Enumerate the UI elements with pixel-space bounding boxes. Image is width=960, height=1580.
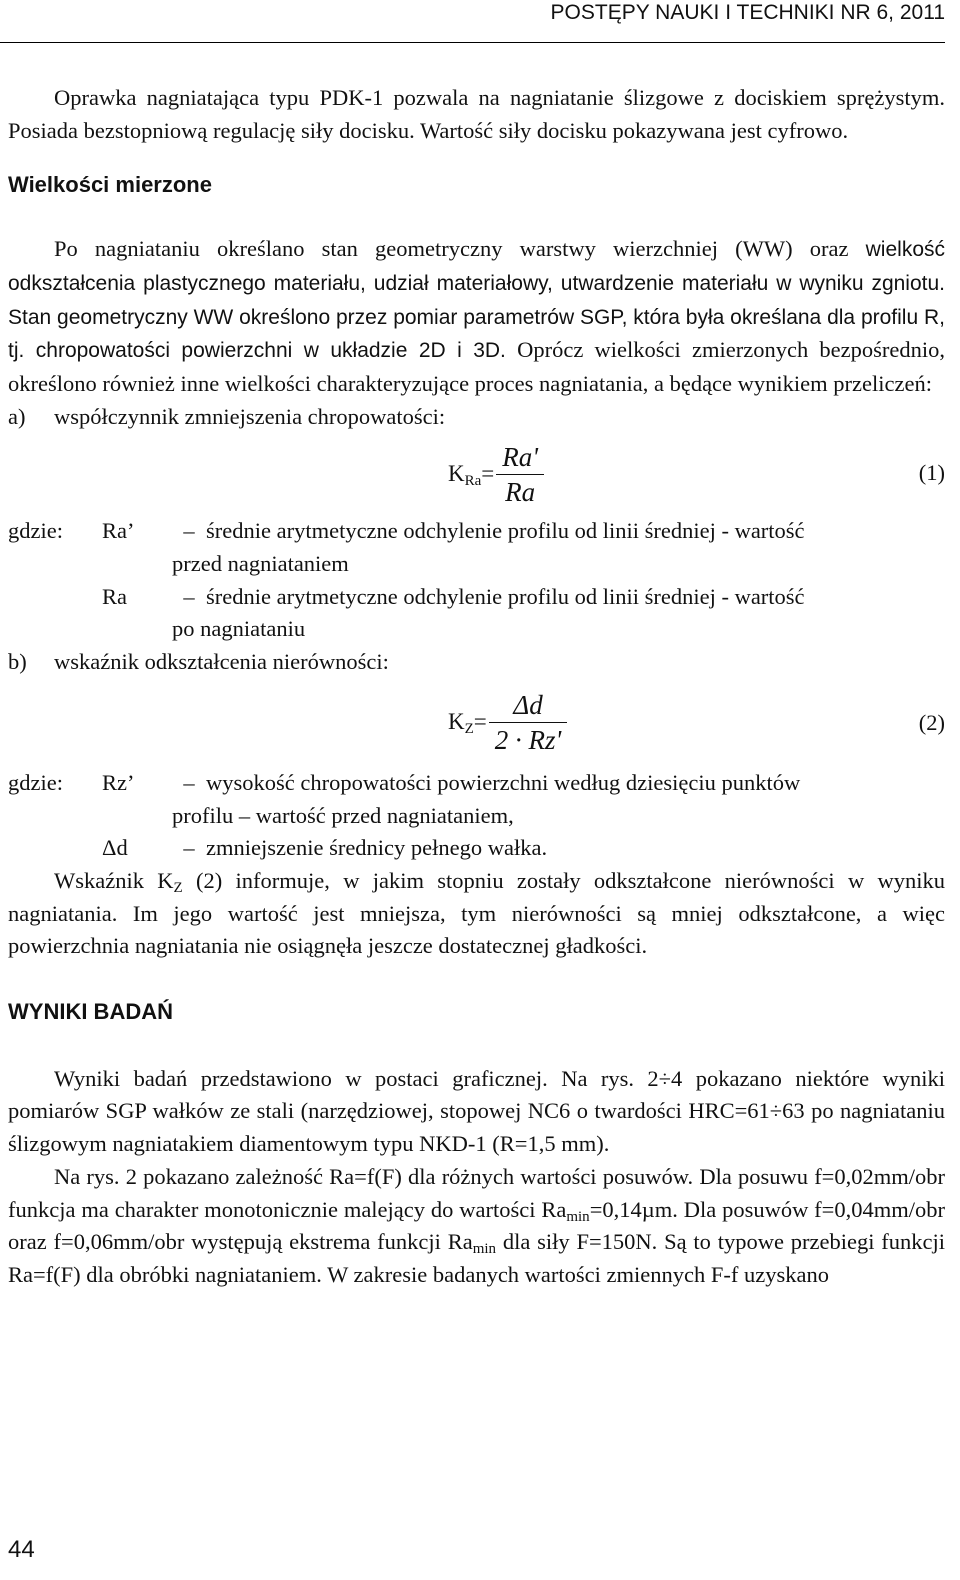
term-definition: wysokość chropowatości powierzchni według dziesięciu punktów [206,769,801,795]
term-symbol: Ra’ [102,518,135,544]
page-number: 44 [8,1536,35,1563]
fraction [496,440,544,509]
term-dash: – [183,583,195,609]
definition-delta-d [102,832,945,865]
list-marker: a) [8,403,26,429]
term-dash: – [183,835,195,861]
definition-rz-prime [102,767,945,800]
term-dash: – [183,769,195,795]
paragraph-run-serif: Po nagniataniu określano stan geometryczny warstwy wierzchniej (WW) oraz [54,236,849,262]
equation-body [448,679,567,767]
list-item-b [8,646,945,679]
term-symbol: Rz’ [102,769,135,795]
numerator: Δd [513,690,543,721]
list-text: wskaźnik odkształcenia nierówności: [54,649,389,675]
term-dash: – [183,518,195,544]
definition-ra [102,581,945,614]
term-symbol: Ra [102,583,127,609]
equation-body [448,433,544,515]
numerator: Ra' [502,441,539,472]
equals-sign: = [473,709,487,735]
intro-paragraph: Oprawka nagniatająca typu PDK-1 pozwala na nagniatanie ślizgowe z dociskiem sprężystym. Posiada bezstopniową regulację siły docisku. Wartość siły docisku pokazywana jest cyfrowo. [8,85,945,143]
list-text: współczynnik zmniejszenia chropowatości: [54,403,446,429]
term-definition-continued: profilu – wartość przed nagniataniem, [172,802,514,828]
section-heading-wielkosci: Wielkości mierzone [8,172,212,198]
term-definition-continued: przed nagniataniem [172,551,349,577]
term-symbol: Δd [102,835,128,861]
term-definition: średnie arytmetyczne odchylenie profilu od linii średniej - wartość [206,583,805,609]
denominator: Ra [505,476,536,507]
term-definition: zmniejszenie średnicy pełnego wałka. [206,835,548,861]
measured-quantities-paragraph [8,233,945,401]
where-definitions [102,767,945,865]
results-paragraph-1: Wyniki badań przedstawiono w postaci graficznej. Na rys. 2÷4 pokazano niektóre wyniki pomiarów SGP wałków ze stali (narzędziowej, stopowej NC6 o twardości HRC=61÷63 po nagniataniu ślizgowym nagniatakiem diamentowym typu NKD-1 (R=1,5 mm). [8,1065,945,1157]
list-marker: b) [8,649,27,675]
section-heading-wyniki: WYNIKI BADAŃ [8,999,173,1025]
equation-number: (1) [918,460,945,486]
where-definitions [102,515,945,646]
k-symbol: $K_{Ra}$ [448,460,482,489]
where-block-1 [8,515,945,646]
where-block-2 [8,767,945,865]
equals-sign: = [481,460,495,486]
where-label: gdzie: [8,518,63,544]
denominator: 2 · Rz' [494,725,562,756]
list-item-a [8,401,945,434]
journal-title: POSTĘPY NAUKI I TECHNIKI NR 6, 2011 [550,1,945,24]
kz-paragraph: Wskaźnik $K_Z$ (2) informuje, w jakim stopniu zostały odkształcone nierówności w wyniku nagniatania. Im jego wartość jest mniejsza, tym nierówności są mniej odkształcone, a więc powierzchnia nagniatania nie osiągnęła jeszcze dostatecznej gładkości. [8,867,945,959]
article-body [8,82,945,1292]
k-symbol: $K_Z$ [448,709,474,738]
paragraph-run-sans: wielkość odkształcenia plastycznego materiału, udział materiałowy, utwardzenie materiału w wyniku zgniotu. Stan geometryczny WW określono przez pomiar parametrów SGP, która była określana dla profilu R, tj. chropowatości powierzchni w układzie 2D i 3D. [8,238,945,363]
term-definition-continued: po nagniataniu [172,616,306,642]
definition-ra-prime [102,515,945,548]
fraction [489,688,568,757]
equation-number: (2) [918,709,945,735]
running-header [0,0,945,43]
paragraph-run-serif-2: Oprócz wielkości zmierzonych bezpośrednio, określono również inne wielkości charakteryzujące proces nagniatania, a będące wynikiem przeliczeń: [8,337,945,396]
equation-2 [8,679,945,767]
results-paragraph-2: Na rys. 2 pokazano zależność Ra=f(F) dla różnych wartości posuwów. Dla posuwu f=0,02mm/obr funkcja ma charakter monotonicznie malejący do wartości $Ra_{min}=0,14\mu m$. Dla posuwów f=0,04mm/obr oraz f=0,06mm/obr występują ekstrema funkcji $Ra_{min}$ dla siły F=150N. Są to typowe przebiegi funkcji Ra=f(F) dla obróbki nagniataniem. W zakresie badanych wartości zmiennych F-f uzyskano [8,1163,946,1287]
term-definition: średnie arytmetyczne odchylenie profilu od linii średniej - wartość [206,518,805,544]
equation-1 [8,433,945,515]
where-label: gdzie: [8,769,63,795]
